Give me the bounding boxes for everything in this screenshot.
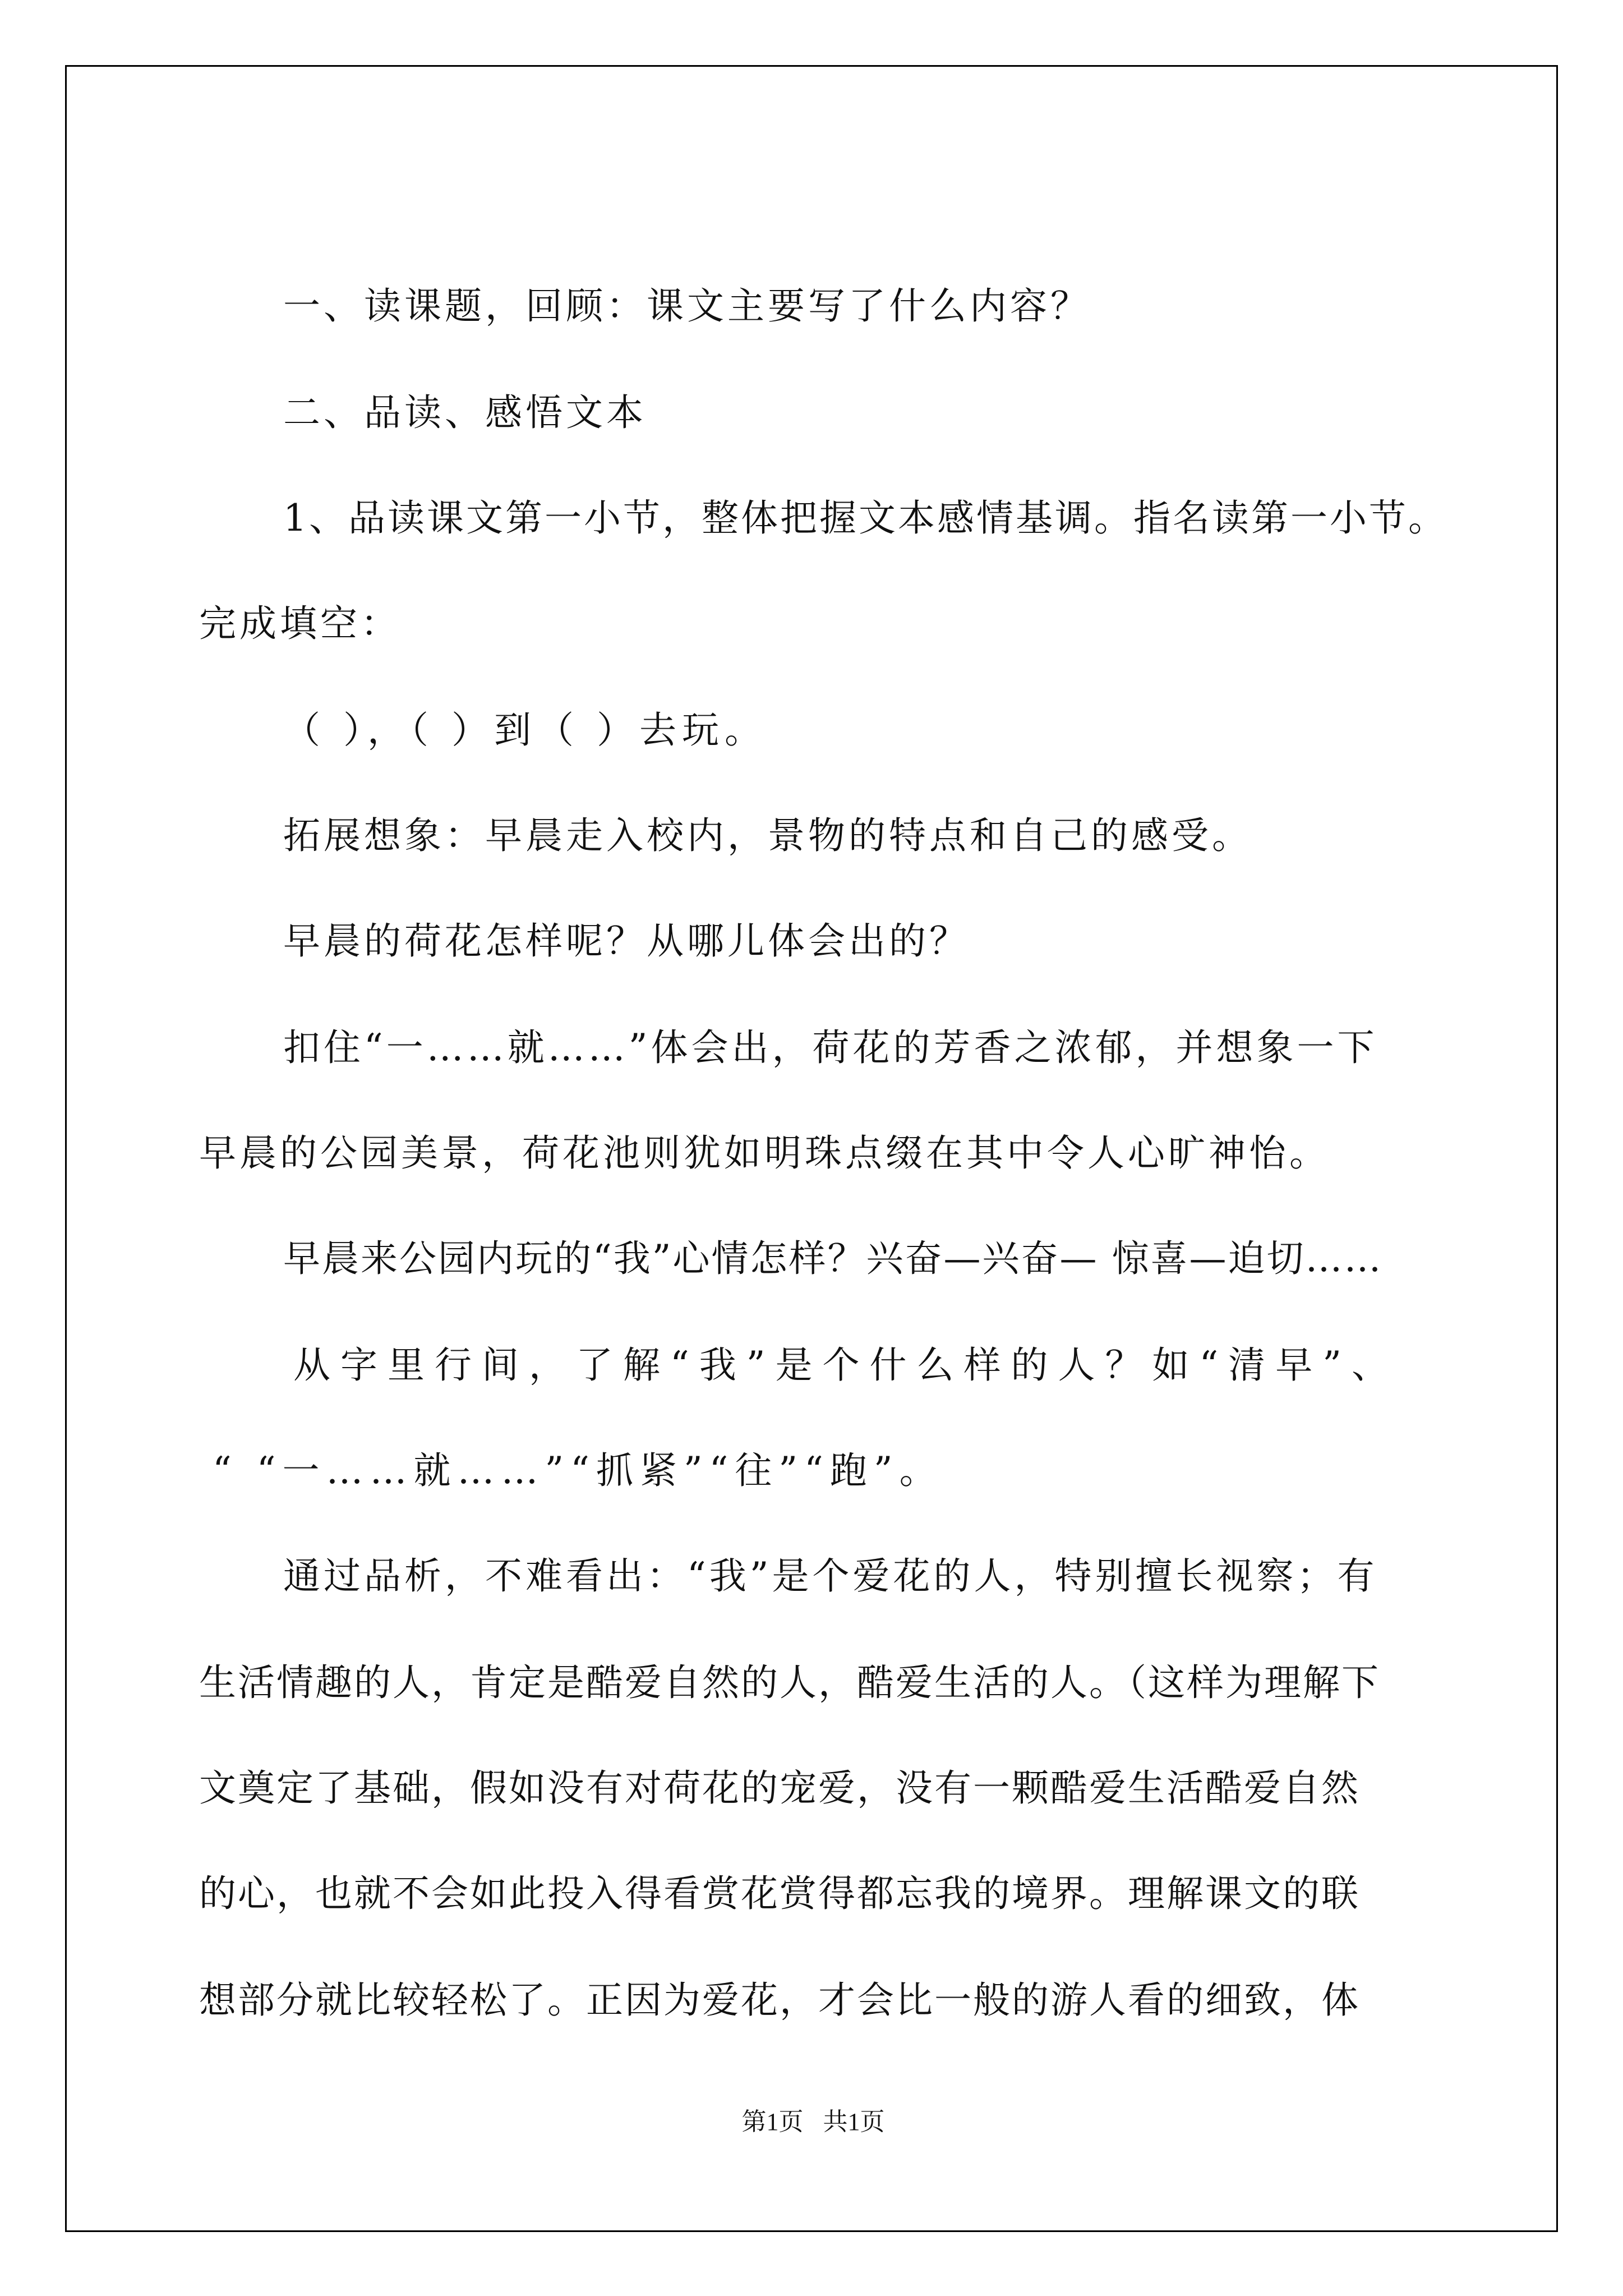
page-footer — [67, 2105, 1560, 2139]
paragraph-line: 通过品析，不难看出：“我”是个爱花的人，特别擅长视察；有 — [283, 1554, 1378, 1598]
paragraph-line: 想部分就比较轻松了。正因为爱花，才会比一般的游人看的细致，体 — [199, 1978, 1360, 2022]
page-number: 第1页 — [741, 2108, 804, 2136]
paragraph-line: 的心，也就不会如此投入得看赏花赏得都忘我的境界。理解课文的联 — [199, 1872, 1360, 1915]
fill-in-blank-line: （ ），（ ）到（ ）去玩。 — [283, 708, 767, 752]
paragraph-line: “ “一……就……”“抓紧”“往”“跑”。 — [213, 1449, 943, 1492]
paragraph-line: 生活情趣的人，肯定是酷爱自然的人，酷爱生活的人。（这样为理解下 — [199, 1661, 1380, 1704]
paragraph-line: 从字里行间，了解“我”是个什么样的人？如“清早”、 — [293, 1343, 1399, 1387]
paragraph-line: 扣住“一……就……”体会出，荷花的芳香之浓郁，并想象一下 — [283, 1026, 1378, 1069]
paragraph-line: 拓展想象：早晨走入校内，景物的特点和自己的感受。 — [283, 814, 1252, 857]
paragraph-line: 早晨来公园内玩的“我”心情怎样？兴奋—兴奋— 惊喜—迫切…… — [283, 1237, 1383, 1280]
page-total: 共1页 — [823, 2108, 885, 2136]
paragraph-line: 早晨的公园美景，荷花池则犹如明珠点缀在其中令人心旷神怡。 — [199, 1131, 1330, 1175]
heading-review: 一、读课题，回顾：课文主要写了什么内容？ — [283, 284, 1091, 328]
paragraph-line: 早晨的荷花怎样呢？从哪儿体会出的？ — [283, 919, 970, 963]
paragraph-line: 完成填空： — [199, 602, 401, 645]
paragraph-line: 1、品读课文第一小节，整体把握文本感情基调。指名读第一小节。 — [283, 496, 1447, 540]
paragraph-line: 文奠定了基础，假如没有对荷花的宠爱，没有一颗酷爱生活酷爱自然 — [199, 1766, 1360, 1810]
page-border — [65, 65, 1558, 2232]
heading-reading: 二、品读、感悟文本 — [283, 391, 647, 434]
